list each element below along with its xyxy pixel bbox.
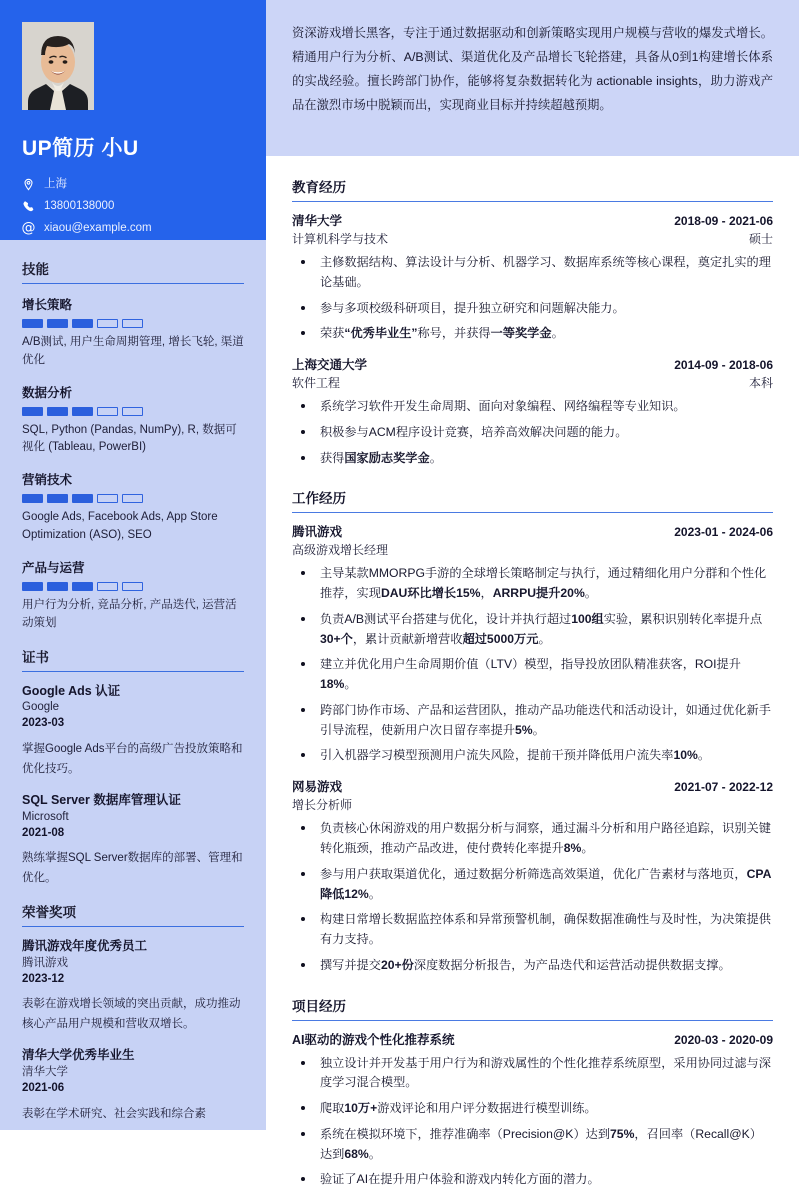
work-company: 网易游戏 xyxy=(292,780,343,795)
entry-header xyxy=(292,211,773,229)
certificate-item xyxy=(22,683,244,779)
education-section-title: 教育经历 xyxy=(292,176,773,202)
bullet-item: 构建日常增长数据监控体系和异常预警机制，确保数据准确性与及时性，为决策提供有力支持。 xyxy=(292,910,773,950)
project-date: 2020-03 - 2020-09 xyxy=(674,1032,773,1047)
certificate-org: Google xyxy=(22,701,60,714)
project-entry xyxy=(292,1030,773,1190)
skill-level-bars xyxy=(22,319,244,328)
skill-level-bars xyxy=(22,582,244,591)
education-entry xyxy=(292,355,773,468)
work-entry xyxy=(292,522,773,766)
skill-level-segment xyxy=(97,494,118,503)
skill-detail: A/B测试, 用户生命周期管理, 增长飞轮, 渠道优化 xyxy=(22,336,244,366)
education-major: 计算机科学与技术 xyxy=(292,232,389,246)
education-org: 清华大学 xyxy=(292,214,343,228)
award-desc: 表彰在游戏增长领域的突出贡献，成功推动核心产品用户规模和营收双增长。 xyxy=(22,998,241,1031)
project-section-title: 项目经历 xyxy=(292,995,773,1021)
skill-level-segment xyxy=(47,582,68,591)
bullet-item: 跨部门协作市场、产品和运营团队，推动产品功能迭代和活动设计，如通过优化新手引导流程，使新用户次日留存率提升5%。 xyxy=(292,701,773,741)
skill-item xyxy=(22,470,244,545)
skill-name: 产品与运营 xyxy=(22,560,85,575)
skill-level-segment xyxy=(97,319,118,328)
profile-name: UP简历 小U xyxy=(22,137,139,160)
award-org: 清华大学 xyxy=(22,1066,68,1079)
project-name: AI驱动的游戏个性化推荐系统 xyxy=(292,1032,455,1047)
avatar xyxy=(22,22,94,110)
skill-item xyxy=(22,295,244,370)
skill-level-segment xyxy=(22,407,43,416)
entry-header xyxy=(292,355,773,373)
contact-location xyxy=(22,178,244,191)
bullet-item: 积极参与ACM程序设计竞赛，培养高效解决问题的能力。 xyxy=(292,423,773,443)
certificate-org: Microsoft xyxy=(22,810,69,823)
bullet-item: 建立并优化用户生命周期价值（LTV）模型，指导投放团队精准获客，ROI提升18%。 xyxy=(292,655,773,695)
skills-section-title: 技能 xyxy=(22,258,244,284)
skill-name: 增长策略 xyxy=(22,298,73,312)
work-title: 增长分析师 xyxy=(292,798,353,813)
certificate-name: Google Ads 认证 xyxy=(22,683,121,698)
certificate-item xyxy=(22,792,244,888)
bullet-item: 独立设计并开发基于用户行为和游戏属性的个性化推荐系统原型，采用协同过滤与深度学习混合模型。 xyxy=(292,1054,773,1094)
education-org: 上海交通大学 xyxy=(292,358,368,373)
skill-detail: 用户行为分析, 竞品分析, 产品迭代, 运营活动策划 xyxy=(22,598,237,629)
skill-level-segment xyxy=(22,494,43,503)
contact-email xyxy=(22,222,244,235)
phone-icon xyxy=(22,200,35,213)
skill-level-bars xyxy=(22,407,244,416)
education-list xyxy=(292,211,773,468)
skill-level-segment xyxy=(97,407,118,416)
award-name: 腾讯游戏年度优秀员工 xyxy=(22,939,148,954)
education-degree: 硕士 xyxy=(748,232,773,246)
education-major: 软件工程 xyxy=(292,376,341,391)
award-item xyxy=(22,1047,244,1123)
skill-level-segment xyxy=(72,494,93,503)
bullet-item: 撰写并提交20+份深度数据分析报告，为产品迭代和运营活动提供数据支撑。 xyxy=(292,956,773,976)
work-date: 2023-01 - 2024-06 xyxy=(674,525,773,540)
work-bullets xyxy=(292,819,773,975)
skill-level-segment xyxy=(122,319,143,328)
entry-subheader xyxy=(292,374,773,391)
entry-header xyxy=(292,522,773,540)
work-section-title: 工作经历 xyxy=(292,487,773,513)
certificate-date: 2021-08 xyxy=(22,826,65,839)
award-date: 2021-06 xyxy=(22,1082,65,1095)
education-bullets xyxy=(292,397,773,468)
bullet-item: 系统学习软件开发生命周期、面向对象编程、网络编程等专业知识。 xyxy=(292,397,773,417)
bullet-item: 引入机器学习模型预测用户流失风险，提前干预并降低用户流失率10%。 xyxy=(292,746,773,766)
project-bullets xyxy=(292,1054,773,1190)
entry-subheader xyxy=(292,796,773,813)
skill-level-segment xyxy=(122,494,143,503)
skill-level-segment xyxy=(47,319,68,328)
sidebar-header xyxy=(0,0,266,240)
skill-detail: Google Ads, Facebook Ads, App Store Optimization (ASO), SEO xyxy=(22,511,218,542)
certificate-desc: 掌握Google Ads平台的高级广告投放策略和优化技巧。 xyxy=(22,742,243,775)
skills-list xyxy=(22,295,244,633)
skill-item xyxy=(22,558,244,633)
work-list xyxy=(292,522,773,975)
bullet-item: 负责A/B测试平台搭建与优化，设计并执行超过100组实验，累积识别转化率提升点30+个，累计贡献新增营收超过5000万元。 xyxy=(292,610,773,650)
bullet-item: 爬取10万+游戏评论和用户评分数据进行模型训练。 xyxy=(292,1099,773,1119)
education-entry xyxy=(292,211,773,344)
certificate-name: SQL Server 数据库管理认证 xyxy=(22,792,181,807)
work-date: 2021-07 - 2022-12 xyxy=(674,780,773,795)
work-title: 高级游戏增长经理 xyxy=(292,543,389,558)
bullet-item: 主修数据结构、算法设计与分析、机器学习、数据库系统等核心课程，奠定扎实的理论基础。 xyxy=(292,253,773,293)
certificate-desc: 熟练掌握SQL Server数据库的部署、管理和优化。 xyxy=(22,851,243,884)
main-content xyxy=(266,0,799,1187)
summary-section xyxy=(266,0,799,156)
education-date: 2018-09 - 2021-06 xyxy=(674,214,773,228)
awards-section-title: 荣誉奖项 xyxy=(22,901,244,927)
bullet-item: 主导某款MMORPG手游的全球增长策略制定与执行，通过精细化用户分群和个性化推荐，实现DAU环比增长15%，ARRPU提升20%。 xyxy=(292,564,773,604)
skill-level-segment xyxy=(122,407,143,416)
education-degree: 本科 xyxy=(748,376,773,391)
entry-subheader xyxy=(292,541,773,558)
contact-email-value: xiaou@example.com xyxy=(44,222,152,235)
skill-level-bars xyxy=(22,494,244,503)
skill-level-segment xyxy=(72,319,93,328)
education-bullets xyxy=(292,253,773,344)
skill-level-segment xyxy=(22,319,43,328)
bullet-item: 参与多项校级科研项目，提升独立研究和问题解决能力。 xyxy=(292,299,773,319)
entry-header xyxy=(292,1030,773,1048)
education-date: 2014-09 - 2018-06 xyxy=(674,358,773,373)
sidebar xyxy=(0,0,266,1130)
certificates-section-title: 证书 xyxy=(22,646,244,672)
contact-location-value: 上海 xyxy=(44,178,67,191)
entry-header xyxy=(292,777,773,795)
skill-name: 营销技术 xyxy=(22,473,73,488)
bullet-item: 荣获“优秀毕业生”称号，并获得一等奖学金。 xyxy=(292,324,773,344)
sidebar-content xyxy=(0,240,266,1124)
award-org: 腾讯游戏 xyxy=(22,957,68,969)
skill-level-segment xyxy=(47,407,68,416)
main-sections xyxy=(266,156,799,1190)
skill-detail: SQL, Python (Pandas, NumPy), R, 数据可视化 (Tableau, PowerBI) xyxy=(22,423,237,454)
award-item xyxy=(22,938,244,1034)
award-date: 2023-12 xyxy=(22,973,65,986)
bullet-item: 负责核心休闲游戏的用户数据分析与洞察，通过漏斗分析和用户路径追踪，识别关键转化瓶颈，推动产品改进，使付费转化率提升8%。 xyxy=(292,819,773,859)
bullet-item: 系统在模拟环境下，推荐准确率（Precision@K）达到75%，召回率（Recall@K）达到68%。 xyxy=(292,1125,773,1165)
skill-level-segment xyxy=(47,494,68,503)
contact-phone-value: 13800138000 xyxy=(44,200,115,213)
location-pin-icon xyxy=(22,178,35,191)
skill-level-segment xyxy=(97,582,118,591)
skill-level-segment xyxy=(72,407,93,416)
skill-level-segment xyxy=(22,582,43,591)
work-bullets xyxy=(292,564,773,766)
work-company: 腾讯游戏 xyxy=(292,525,343,540)
bullet-item: 参与用户获取渠道优化，通过数据分析筛选高效渠道，优化广告素材与落地页，CPA降低12%。 xyxy=(292,865,773,905)
at-sign-icon: @ xyxy=(21,220,36,236)
award-desc: 表彰在学术研究、社会实践和综合素 xyxy=(22,1107,206,1120)
bullet-item: 获得国家励志奖学金。 xyxy=(292,449,773,469)
bullet-item: 验证了AI在提升用户体验和游戏内转化方面的潜力。 xyxy=(292,1170,773,1190)
project-list xyxy=(292,1030,773,1190)
awards-list xyxy=(22,938,244,1124)
certificates-list xyxy=(22,683,244,889)
certificate-date: 2023-03 xyxy=(22,717,65,730)
skill-level-segment xyxy=(72,582,93,591)
skill-level-segment xyxy=(122,582,143,591)
contact-phone xyxy=(22,200,244,213)
work-entry xyxy=(292,777,773,975)
skill-name: 数据分析 xyxy=(22,385,73,400)
summary-text: 资深游戏增长黑客，专注于通过数据驱动和创新策略实现用户规模与营收的爆发式增长。精通用户行为分析、A/B测试、渠道优化及产品增长飞轮搭建，具备从0到1构建增长体系的实战经验。擅长跨部门协作，能够将复杂数据转化为 actionable insights，助力游戏产品在激烈市场中脱颖而出，实现商业目标并持续超越预期。 xyxy=(292,26,773,112)
skill-item xyxy=(22,383,244,458)
award-name: 清华大学优秀毕业生 xyxy=(22,1048,135,1063)
entry-subheader xyxy=(292,230,773,247)
